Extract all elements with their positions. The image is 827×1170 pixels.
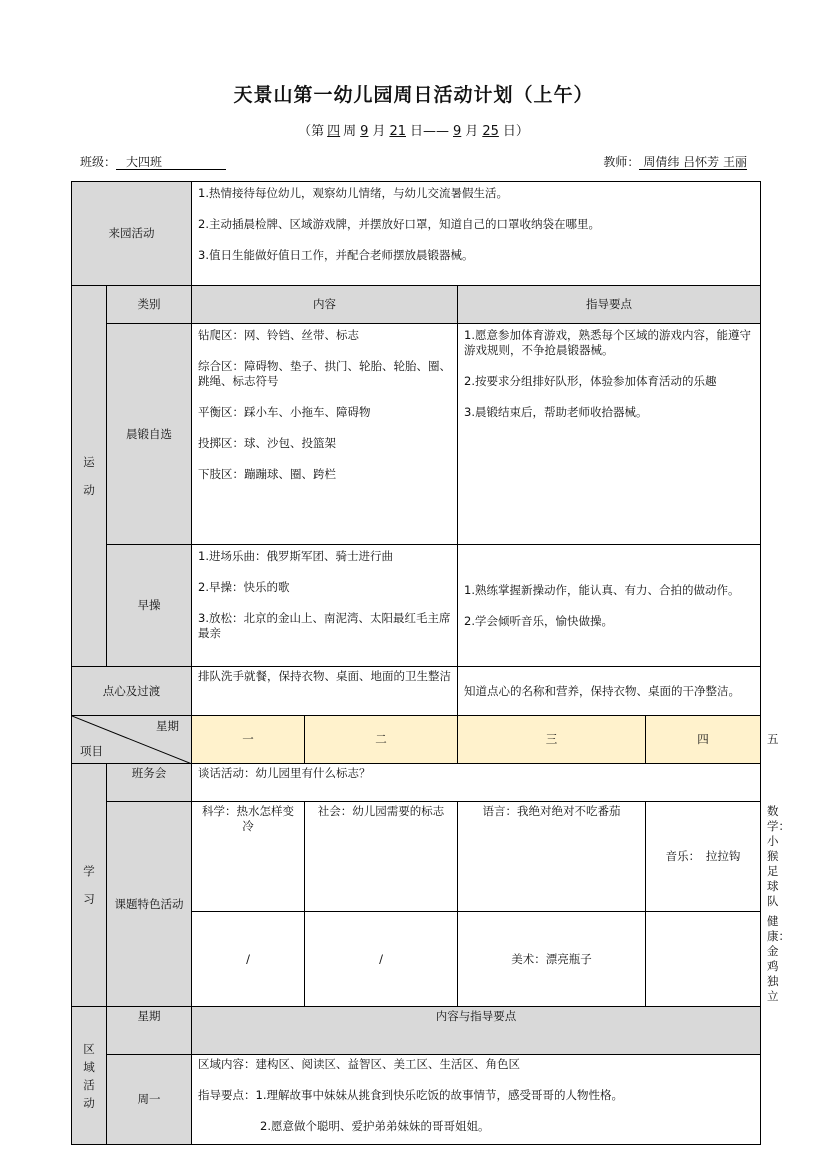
topic-cell (646, 912, 761, 1007)
list-item: 平衡区：踩小车、小拖车、障碍物 (198, 405, 371, 419)
subtitle-text: 月 (465, 124, 479, 139)
content-header: 内容 (192, 286, 458, 324)
area-monday-content (192, 1055, 761, 1145)
subtitle-text: 周 (343, 124, 357, 139)
area-label-char: 域 (83, 1059, 95, 1074)
snack-content: 排队洗手就餐，保持衣物、桌面、地面的卫生整洁 (192, 667, 458, 716)
topic-cell: / (192, 912, 305, 1007)
area-label-char: 动 (83, 1095, 95, 1110)
morning-exercise-row (72, 324, 761, 545)
topic-cell: / (305, 912, 458, 1007)
sports-label-char: 运 (83, 455, 95, 469)
area-point-line: 2.愿意做个聪明、爱护弟弟妹妹的哥哥姐姐。 (260, 1119, 490, 1133)
morning-exercise-label: 晨锻自选 (107, 324, 192, 545)
page-title: 天景山第一幼儿园周日活动计划（上午） (233, 84, 594, 106)
list-item: 1.熟练掌握新操动作，能认真、有力、合拍的做动作。 (464, 582, 740, 597)
day-thursday: 四 (646, 716, 761, 764)
start-day: 21 (389, 124, 406, 139)
list-item: 1.愿意参加体育游戏，熟悉每个区域的游戏内容，能遵守游戏规则，不争抢晨锻器械。 (464, 328, 751, 357)
subtitle-text: （第 (298, 124, 325, 139)
sports-label-char: 动 (83, 483, 95, 497)
item-label: 项目 (80, 744, 103, 758)
list-item: 1.进场乐曲：俄罗斯军团、骑士进行曲 (198, 549, 393, 563)
topic-cell: 美术：漂亮瓶子 (458, 912, 646, 1007)
snack-label: 点心及过渡 (72, 667, 192, 716)
list-item: 2.主动插晨检牌、区域游戏牌，并摆放好口罩，知道自己的口罩收纳袋在哪里。 (198, 217, 600, 231)
topic-cell: 社会：幼儿园需要的标志 (305, 802, 458, 912)
list-item: 综合区：障碍物、垫子、拱门、轮胎、轮胎、圈、跳绳、标志符号 (198, 359, 451, 388)
week-label: 星期 (156, 719, 179, 733)
class-label: 班级： (80, 155, 117, 169)
study-label (72, 764, 107, 1007)
day-monday: 一 (192, 716, 305, 764)
area-content-header: 内容与指导要点 (192, 1007, 761, 1055)
snack-points: 知道点心的名称和营养，保持衣物、桌面的干净整洁。 (458, 667, 761, 716)
topic-cell: 音乐： 拉拉钩 (646, 802, 761, 912)
list-item: 2.早操：快乐的歌 (198, 580, 290, 594)
study-label-char: 学 (83, 864, 95, 878)
area-week-header: 星期 (107, 1007, 192, 1055)
area-label-char: 活 (83, 1077, 95, 1092)
class-info (80, 153, 226, 170)
subtitle-text: 月 (372, 124, 386, 139)
list-item: 3.值日生能做好值日工作，并配合老师摆放晨锻器械。 (198, 248, 474, 262)
start-month: 9 (360, 124, 369, 139)
list-item: 投掷区：球、沙包、投篮架 (198, 436, 336, 450)
morning-drill-content (192, 545, 458, 667)
arrival-content (192, 182, 761, 286)
list-item: 3.晨锻结束后，帮助老师收拾器械。 (464, 405, 648, 419)
sports-header-row (72, 286, 761, 324)
list-item: 2.学会倾听音乐，愉快做操。 (464, 613, 613, 628)
study-label-char: 习 (83, 892, 95, 906)
teacher-value: 周倩纬 吕怀芳 王丽 (639, 155, 747, 170)
list-item: 1.热情接待每位幼儿，观察幼儿情绪，与幼儿交流暑假生活。 (198, 186, 508, 200)
area-monday-label: 周一 (107, 1055, 192, 1145)
topic-row-2: / / 美术：漂亮瓶子 健康：金鸡独立 (72, 912, 761, 1007)
class-value: 大四班 (116, 155, 226, 170)
morning-exercise-points (458, 324, 761, 545)
morning-exercise-content (192, 324, 458, 545)
morning-drill-label: 早操 (107, 545, 192, 667)
area-point-line: 指导要点：1.理解故事中妹妹从挑食到快乐吃饭的故事情节，感受哥哥的人物性格。 (198, 1088, 623, 1102)
snack-row (72, 667, 761, 716)
end-month: 9 (453, 124, 462, 139)
teacher-label: 教师： (603, 155, 640, 169)
week-header-row: 星期 项目 一 二 三 四 五 (72, 716, 761, 764)
morning-drill-points (458, 545, 761, 667)
week-date-range (0, 120, 827, 139)
topic-label: 课题特色活动 (107, 802, 192, 1007)
day-wednesday: 三 (458, 716, 646, 764)
area-label (72, 1007, 107, 1145)
list-item: 下肢区：蹦蹦球、圈、跨栏 (198, 467, 336, 481)
subtitle-text: 日—— (410, 124, 450, 139)
topic-row-1: 课题特色活动 科学：热水怎样变冷 社会：幼儿园需要的标志 语言：我绝对绝对不吃番茄 音乐： 拉拉钩 数学：小猴足球队 (72, 802, 761, 912)
teacher-info (603, 153, 747, 170)
sports-label (72, 286, 107, 667)
arrival-row (72, 182, 761, 286)
category-header: 类别 (107, 286, 192, 324)
week-number: 四 (327, 124, 341, 139)
day-tuesday: 二 (305, 716, 458, 764)
topic-cell: 科学：热水怎样变冷 (192, 802, 305, 912)
class-meeting-content: 谈话活动：幼儿园里有什么标志？ (192, 764, 761, 802)
activity-plan-table (71, 181, 791, 1145)
list-item: 钻爬区：网、铃铛、丝带、标志 (198, 328, 359, 342)
area-label-char: 区 (83, 1041, 95, 1056)
end-day: 25 (482, 124, 499, 139)
area-header-row (72, 1007, 761, 1055)
class-meeting-row (72, 764, 761, 802)
list-item: 2.按要求分组排好队形，体验参加体育活动的乐趣 (464, 374, 717, 388)
list-item: 3.放松：北京的金山上、南泥湾、太阳最红毛主席最亲 (198, 611, 451, 640)
area-content-line: 区域内容：建构区、阅读区、益智区、美工区、生活区、角色区 (198, 1057, 520, 1071)
topic-cell: 语言：我绝对绝对不吃番茄 (458, 802, 646, 912)
subtitle-text: 日） (502, 124, 529, 139)
arrival-label: 来园活动 (72, 182, 192, 286)
morning-drill-row (72, 545, 761, 667)
points-header: 指导要点 (458, 286, 761, 324)
area-monday-row (72, 1055, 761, 1145)
class-meeting-label: 班务会 (107, 764, 192, 802)
week-diagonal-header (72, 716, 192, 764)
